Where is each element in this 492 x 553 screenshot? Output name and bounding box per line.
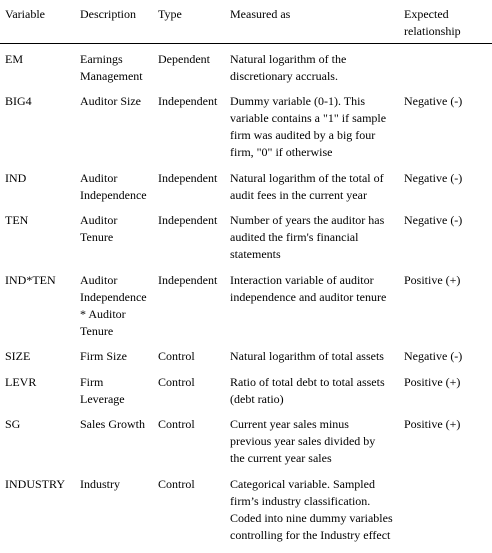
cell-type xyxy=(158,212,217,229)
header-expected-relationship xyxy=(404,6,461,40)
cell-variable-line: SIZE xyxy=(5,349,31,363)
header-variable: Variable xyxy=(5,7,45,21)
cell-expected-relationship-line: Negative (-) xyxy=(404,171,463,185)
cell-variable-line: IND xyxy=(5,171,27,185)
cell-description-line: * Auditor xyxy=(80,307,126,321)
cell-type xyxy=(158,476,195,493)
cell-measured-as-line: Natural logarithm of total assets xyxy=(230,349,384,363)
cell-variable xyxy=(5,416,20,433)
cell-description-line: Industry xyxy=(80,477,120,491)
cell-description-line: Firm xyxy=(80,375,104,389)
cell-measured-as xyxy=(230,170,384,204)
header-description: Description xyxy=(80,7,136,21)
cell-measured-as-line: Categorical variable. Sampled xyxy=(230,477,375,491)
cell-variable-line: INDUSTRY xyxy=(5,477,66,491)
table-header xyxy=(0,0,492,44)
cell-variable xyxy=(5,374,36,391)
cell-description xyxy=(80,374,125,408)
cell-measured-as-line: independence and auditor tenure xyxy=(230,290,387,304)
cell-description xyxy=(80,416,145,433)
cell-type-line: Independent xyxy=(158,213,218,227)
cell-variable-line: SG xyxy=(5,417,21,431)
cell-measured-as xyxy=(230,476,393,544)
cell-measured-as xyxy=(230,93,386,161)
cell-variable xyxy=(5,272,56,289)
cell-description xyxy=(80,51,143,85)
cell-description-line: Tenure xyxy=(80,324,114,338)
cell-measured-as-line: Number of years the auditor has xyxy=(230,213,385,227)
cell-description-line: Auditor xyxy=(80,213,118,227)
cell-expected-relationship-line: Positive (+) xyxy=(404,417,461,431)
cell-expected-relationship-line: Positive (+) xyxy=(404,273,461,287)
cell-variable xyxy=(5,348,30,365)
cell-description-line: Sales Growth xyxy=(80,417,145,431)
cell-measured-as xyxy=(230,348,384,365)
cell-description xyxy=(80,476,120,493)
cell-type-line: Control xyxy=(158,349,195,363)
cell-measured-as-line: statements xyxy=(230,247,281,261)
cell-measured-as-line: firm’s industry classification. xyxy=(230,494,371,508)
cell-variable xyxy=(5,170,26,187)
cell-measured-as-line: firm, "0" if otherwise xyxy=(230,145,333,159)
cell-expected-relationship-line: Negative (-) xyxy=(404,349,463,363)
cell-expected-relationship-line: Positive (+) xyxy=(404,375,461,389)
header-expected-line-1: Expected xyxy=(404,7,449,21)
cell-description-line: Firm Size xyxy=(80,349,127,363)
cell-description-line: Tenure xyxy=(80,230,114,244)
cell-type xyxy=(158,51,210,68)
cell-measured-as xyxy=(230,416,375,467)
cell-measured-as xyxy=(230,272,386,306)
cell-expected-relationship-line: Negative (-) xyxy=(404,213,463,227)
cell-measured-as xyxy=(230,212,384,263)
cell-type-line: Independent xyxy=(158,94,218,108)
cell-description xyxy=(80,93,141,110)
cell-variable xyxy=(5,51,23,68)
cell-description-line: Leverage xyxy=(80,392,125,406)
cell-measured-as-line: previous year sales divided by xyxy=(230,434,376,448)
cell-variable-line: BIG4 xyxy=(5,94,32,108)
cell-description-line: Auditor Size xyxy=(80,94,141,108)
cell-measured-as-line: Ratio of total debt to total assets xyxy=(230,375,385,389)
cell-expected-relationship xyxy=(404,416,460,433)
cell-type-line: Dependent xyxy=(158,52,210,66)
header-expected-line-2: relationship xyxy=(404,24,461,38)
cell-variable xyxy=(5,476,65,493)
cell-measured-as-line: Natural logarithm of the total of xyxy=(230,171,384,185)
cell-type xyxy=(158,272,217,289)
cell-expected-relationship xyxy=(404,212,462,229)
cell-expected-relationship xyxy=(404,170,462,187)
header-measured-as: Measured as xyxy=(230,7,291,21)
cell-measured-as-line: (debt ratio) xyxy=(230,392,284,406)
cell-measured-as-line: Interaction variable of auditor xyxy=(230,273,374,287)
cell-description xyxy=(80,348,127,365)
cell-type xyxy=(158,374,195,391)
cell-expected-relationship xyxy=(404,348,462,365)
cell-type xyxy=(158,348,195,365)
cell-measured-as xyxy=(230,51,346,85)
cell-type-line: Control xyxy=(158,477,195,491)
cell-type xyxy=(158,170,217,187)
cell-variable-line: TEN xyxy=(5,213,29,227)
cell-measured-as xyxy=(230,374,385,408)
cell-measured-as-line: discretionary accruals. xyxy=(230,69,338,83)
cell-description-line: Independence xyxy=(80,188,147,202)
cell-type xyxy=(158,93,217,110)
cell-description-line: Auditor xyxy=(80,171,118,185)
cell-type-line: Independent xyxy=(158,273,218,287)
cell-measured-as-line: Current year sales minus xyxy=(230,417,349,431)
cell-description-line: Earnings xyxy=(80,52,123,66)
cell-expected-relationship xyxy=(404,272,460,289)
cell-measured-as-line: audit fees in the current year xyxy=(230,188,367,202)
cell-type xyxy=(158,416,195,433)
cell-description-line: Independence xyxy=(80,290,147,304)
cell-variable-line: LEVR xyxy=(5,375,37,389)
cell-variable-line: EM xyxy=(5,52,23,66)
cell-measured-as-line: firm was audited by a big four xyxy=(230,128,376,142)
cell-measured-as-line: controlling for the Industry effect xyxy=(230,528,391,542)
cell-measured-as-line: the current year sales xyxy=(230,451,332,465)
cell-measured-as-line: variable contains a "1" if sample xyxy=(230,111,387,125)
cell-variable xyxy=(5,212,28,229)
cell-expected-relationship xyxy=(404,374,460,391)
cell-measured-as-line: audited the firm's financial xyxy=(230,230,359,244)
cell-expected-relationship-line: Negative (-) xyxy=(404,94,463,108)
cell-type-line: Control xyxy=(158,375,195,389)
cell-expected-relationship xyxy=(404,93,462,110)
cell-variable-line: IND*TEN xyxy=(5,273,56,287)
cell-description-line: Management xyxy=(80,69,143,83)
cell-type-line: Independent xyxy=(158,171,218,185)
cell-variable xyxy=(5,93,32,110)
cell-description xyxy=(80,212,117,246)
cell-measured-as-line: Coded into nine dummy variables xyxy=(230,511,393,525)
cell-measured-as-line: Natural logarithm of the xyxy=(230,52,347,66)
cell-description-line: Auditor xyxy=(80,273,118,287)
cell-type-line: Control xyxy=(158,417,195,431)
cell-description xyxy=(80,272,147,340)
header-type: Type xyxy=(158,7,182,21)
cell-description xyxy=(80,170,147,204)
cell-measured-as-line: Dummy variable (0-1). This xyxy=(230,94,366,108)
